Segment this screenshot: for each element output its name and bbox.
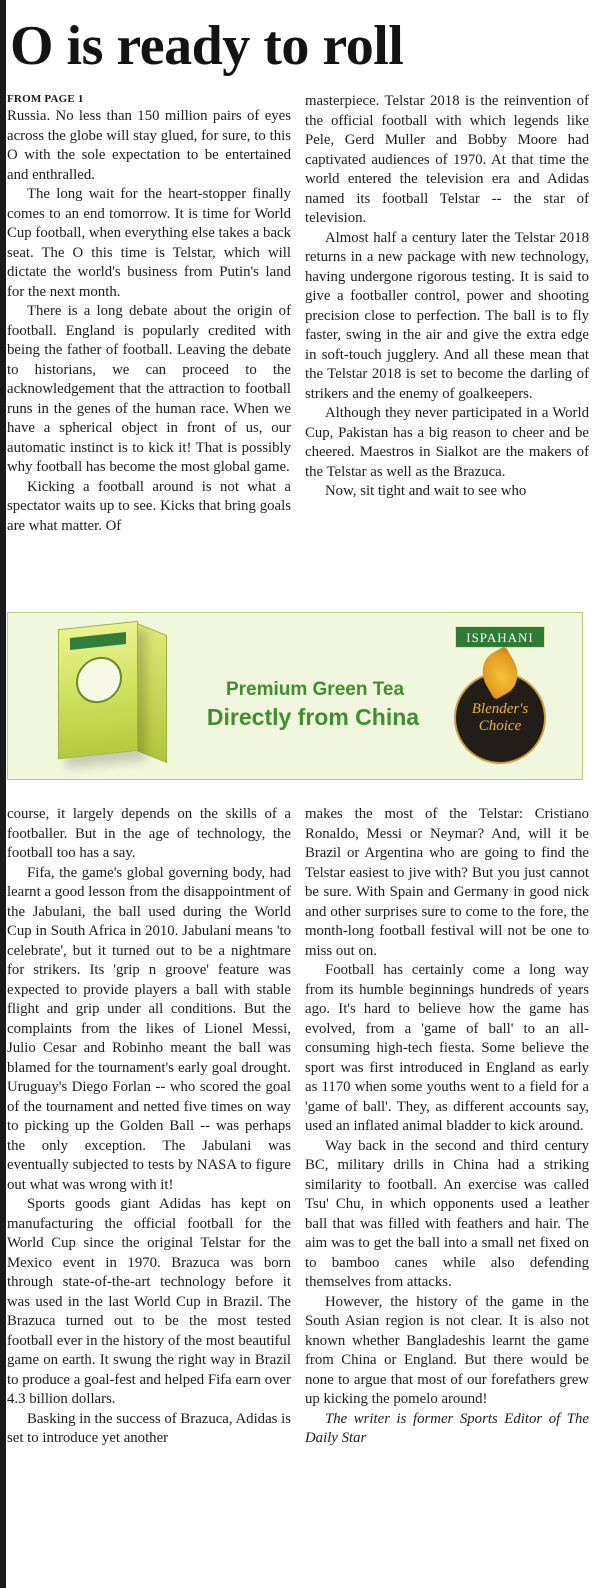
paragraph: Way back in the second and third century BC, military drills in China had a striking similarity to football. An exercise was called Tsu' Chu, in which opponents used a leather ball that was filled with feathers and hair. The aim was to get the ball into a small net fixed on to bamboo canes while also defending themselves from attacks. <box>305 1137 589 1290</box>
paragraph: Although they never participated in a World Cup, Pakistan has a big reason to cheer and be cheered. Maestros in Sialkot are the makers of the Telstar as well as the Brazuca. <box>305 405 589 480</box>
paragraph: Basking in the success of Brazuca, Adidas is set to introduce yet another <box>7 1410 291 1446</box>
ad-subheadline: Directly from China <box>206 704 420 730</box>
kicker-from-page-1: FROM PAGE 1 <box>7 93 84 105</box>
column-bottom-right <box>305 805 589 1588</box>
column-top-right <box>305 92 589 605</box>
paragraph: There is a long debate about the origin of football. England is popularly credited with being the father of football. Leaving the debate to historians, we can proceed to the acknowledgement that the attraction to football runs in the genes of the human race. When we have a spherical object in front of us, our automatic instinct is to kick it! That is possibly why football has become the most global game. <box>7 303 291 475</box>
paragraph: Sports goods giant Adidas has kept on manufacturing the official football for the World Cup since the original Telstar for the Mexico event in 1970. Brazuca was born through state-of-the-art technology before it was used in the last World Cup in Brazil. The Brazuca turned out to be the most tested football ever in the history of the most beautiful game on earth. It swung the right way in Brazil to produce a goal-fest and helped Fifa earn over 4.3 billion dollars. <box>7 1196 291 1407</box>
paragraph: course, it largely depends on the skills of a footballer. But in the age of technology, the football too has a say. <box>7 806 291 861</box>
paragraph: Kicking a football around is not what a spectator waits up to see. Kicks that bring goals are what matter. Of <box>7 478 291 534</box>
column-top-left <box>7 92 291 605</box>
paragraph: However, the history of the game in the South Asian region is not clear. It is also not known whether Bangladeshis learnt the game from China or England. But there would be none to argue that most of our forefathers grew up kicking the pomelo around! <box>305 1293 589 1407</box>
paragraph: makes the most of the Telstar: Cristiano Ronaldo, Messi or Neymar? And, will it be Brazil or Argentina who are going to find the Telstar easiest to jive with? But you just cannot be sure. With Spain and Germany in good nick and other surprises sure to come to the fore, the month-long football festival will not be one to miss out on. <box>305 806 589 959</box>
paragraph: Almost half a century later the Telstar 2018 returns in a new package with new technology, having undergone rigorous testing. It is said to give a footballer control, power and shooting precision close to perfection. The ball is to fly faster, swing in the air and give the extra edge in soft-touch jugglery. And all these mean that the Telstar 2018 is set to become the darling of strikers and the enemy of goalkeepers. <box>305 229 589 402</box>
column-bottom-left <box>7 805 291 1588</box>
tea-box-side <box>137 623 167 763</box>
page-edge-rule <box>0 0 6 1588</box>
paragraph: Fifa, the game's global governing body, had learnt a good lesson from the disappointment of the Jabulani, the ball used during the World Cup in South Africa in 2010. Jabulani means 'to celebrate', but it turned out to be a nightmare for strikers. Its 'grip n groove' feature was expected to provide players a ball with stable flight and grip under all conditions. But the complaints from the likes of Lionel Messi, Julio Cesar and Robinho meant the ball was blamed for the tournament's early goal drought. Uruguay's Diego Forlan -- who scored the goal of the tournament and netted five times on way to picking up the Golden Ball -- was perhaps the only exception. The Jabulani was eventually subjected to tests by NASA to figure out what was wrong with it! <box>7 864 291 1193</box>
paragraph: Football has certainly come a long way from its humble beginnings hundreds of years ago. It's hard to believe how the game has evolved, from a 'game of ball' to an all-consuming high-tech fiesta. Some believe the sport was first introduced in England as early as 1170 when some youths went to a field for a 'game of ball'. They, as different accounts say, used an inflated animal bladder to kick around. <box>305 962 589 1134</box>
ad-brand-badge: ISPAHANI <box>455 626 545 648</box>
ad-headline: Premium Green Tea <box>225 679 405 700</box>
headline: O is ready to roll <box>10 15 404 77</box>
writer-credit: The writer is former Sports Editor of The Daily Star <box>305 1410 589 1446</box>
paragraph: Russia. No less than 150 million pairs of eyes across the globe will stay glued, for sure, to this O with the sole expectation to be entertained and enthralled. <box>7 108 291 183</box>
paragraph: The long wait for the heart-stopper finally comes to an end tomorrow. It is time for World Cup football, when everything else takes a back seat. The O this time is Telstar, which will dictate the world's business from Putin's land for the next month. <box>7 186 291 300</box>
paragraph: masterpiece. Telstar 2018 is the reinvention of the official football with which legends like Pele, Gerd Muller and Bobby Moore had captivated audiences of 1970. At that time the world entered the television era and Adidas named its football Telstar -- the star of television. <box>305 93 589 226</box>
ad-logo-text: Blender's Choice <box>471 701 529 734</box>
paragraph: Now, sit tight and wait to see who <box>325 483 527 499</box>
